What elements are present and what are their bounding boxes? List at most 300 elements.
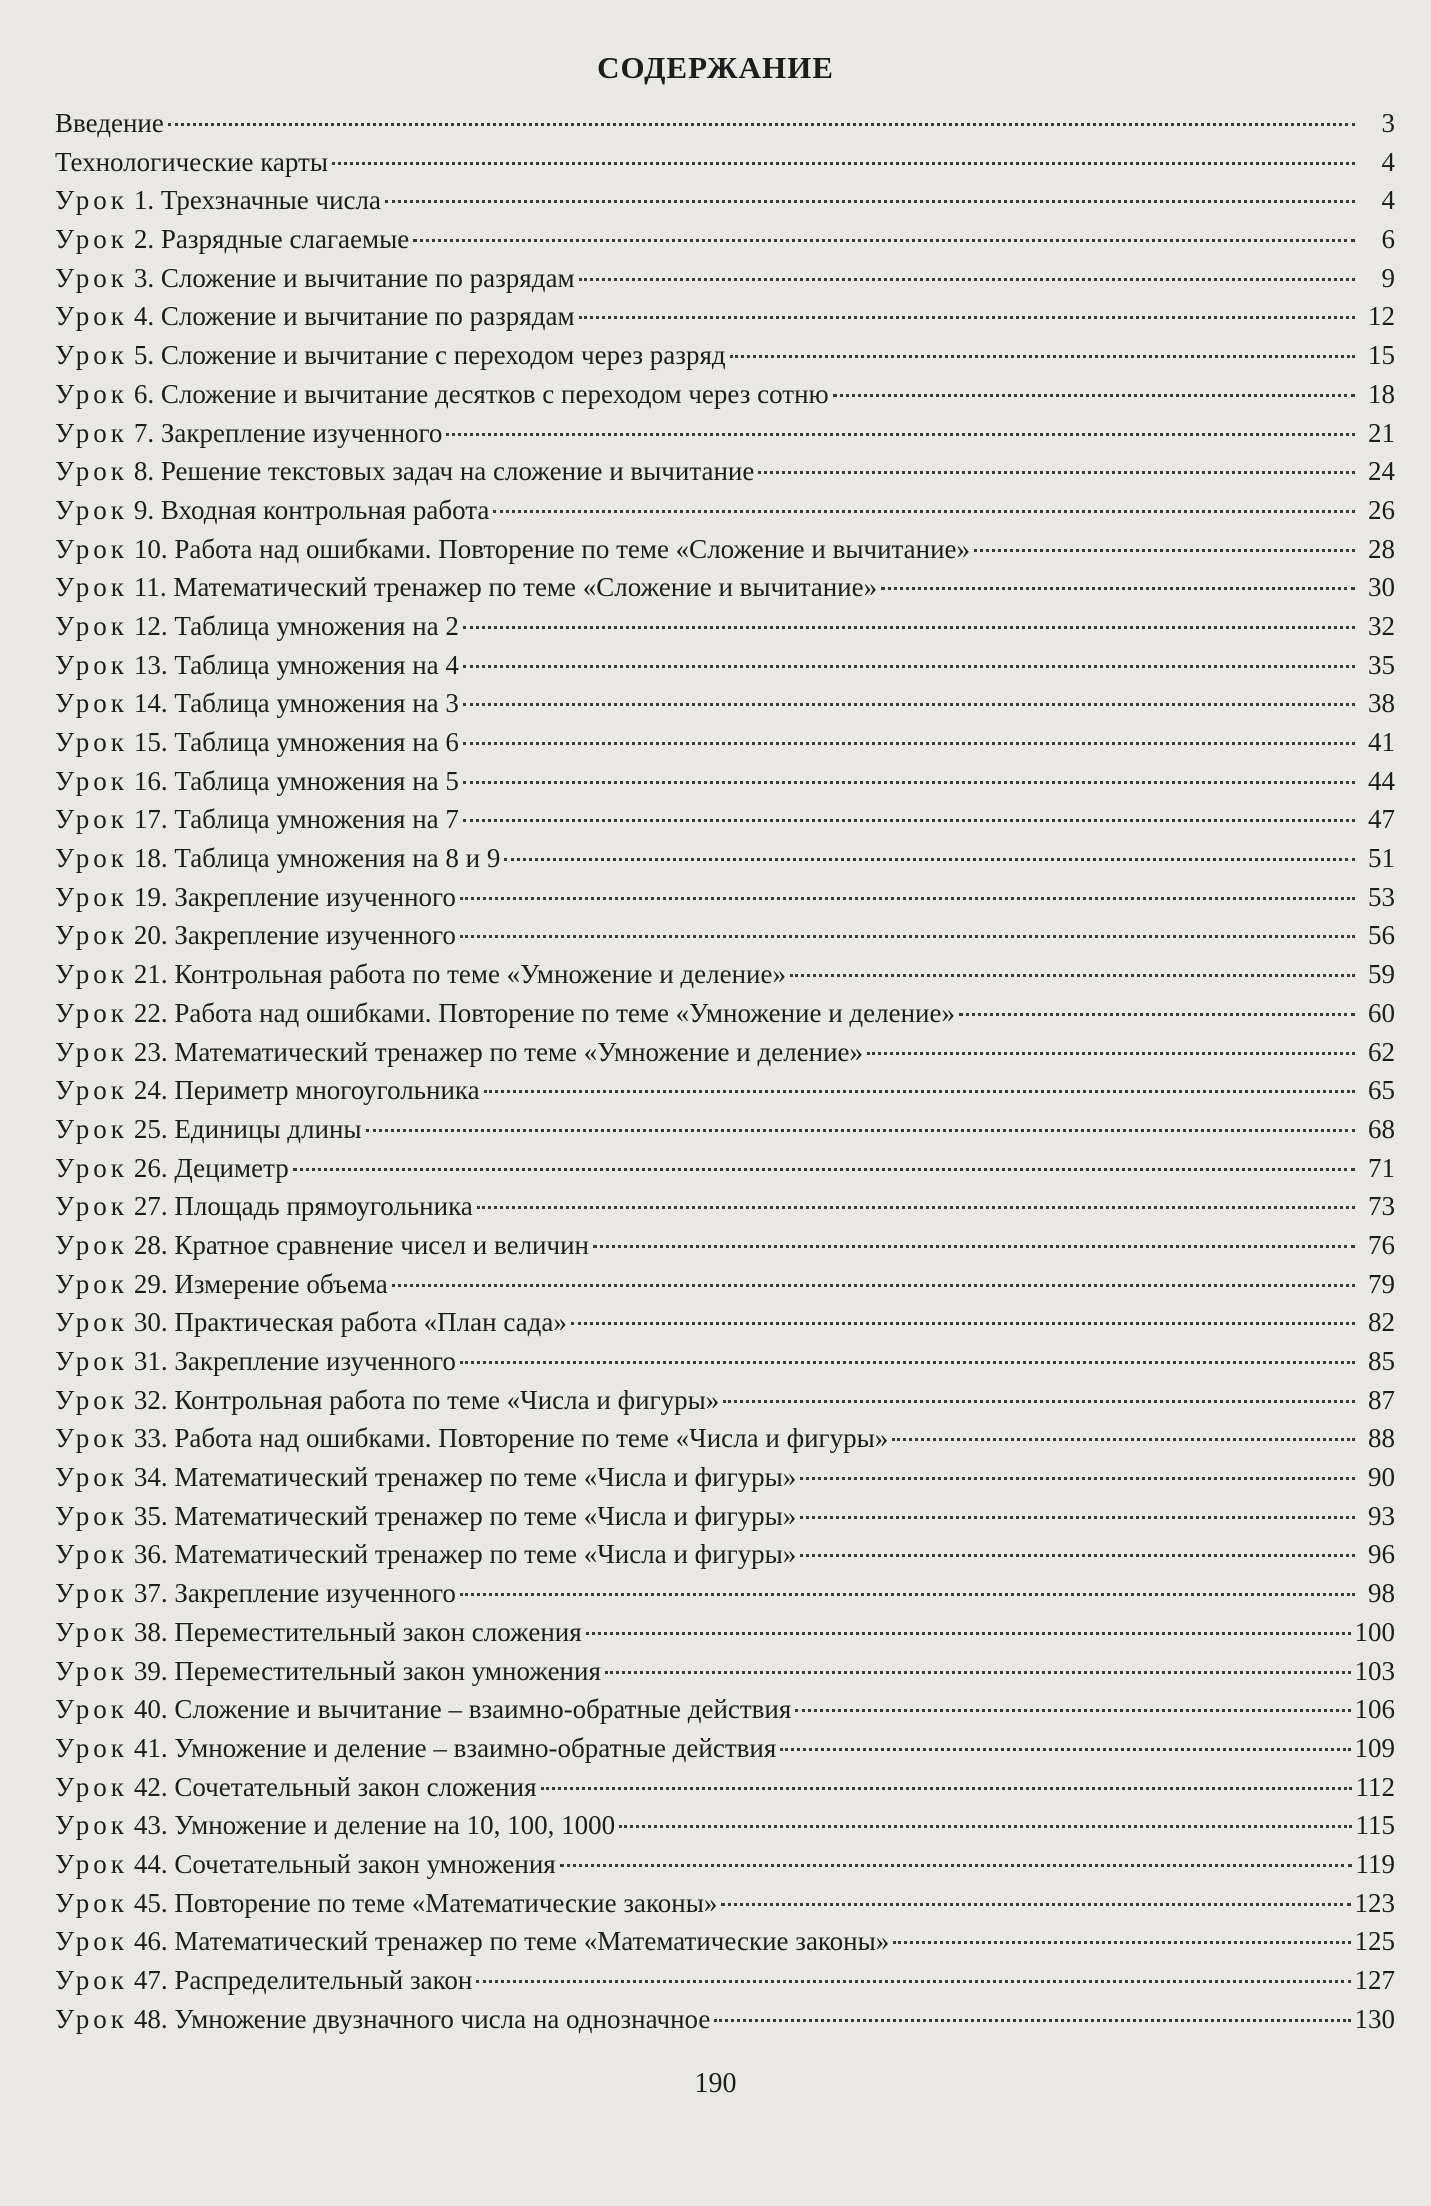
toc-entry (55, 878, 1395, 917)
toc-entry (55, 104, 1395, 143)
dot-leader (790, 974, 1355, 977)
toc-entry-text: 7. Закрепление изученного (133, 417, 443, 448)
dot-leader (795, 1709, 1350, 1712)
toc-entry-text: 14. Таблица умножения на 3 (133, 688, 459, 719)
toc-page-number: 96 (1368, 1539, 1395, 1570)
toc-entry (55, 1806, 1395, 1845)
toc-entry (55, 1033, 1395, 1072)
lesson-word: Урок (55, 494, 128, 525)
toc-entry-title (55, 1303, 567, 1342)
toc-entry-title (55, 955, 786, 994)
toc-entry-text: 47. Распределительный закон (133, 1965, 473, 1995)
toc-entry-text: 36. Математический тренажер по теме «Числа и фигуры» (133, 1539, 797, 1570)
toc-page-number: 26 (1368, 494, 1395, 525)
lesson-word: Урок (55, 1384, 128, 1415)
toc-page-number: 127 (1354, 1965, 1395, 1995)
toc-entry (55, 1110, 1395, 1149)
toc-page-number: 106 (1354, 1694, 1395, 1725)
lesson-word: Урок (55, 1152, 128, 1183)
toc-entry-title (55, 414, 442, 453)
dot-leader (385, 200, 1355, 203)
toc-entry-title (55, 1149, 289, 1188)
toc-entry (55, 800, 1395, 839)
toc-entry (55, 607, 1395, 646)
dot-leader (714, 2019, 1350, 2022)
toc-page-number: 130 (1354, 2003, 1395, 2034)
dot-leader (833, 394, 1355, 397)
toc-entry-title (55, 1381, 719, 1420)
toc-entry-text: 25. Единицы длины (133, 1113, 362, 1144)
toc-page-number: 88 (1368, 1423, 1395, 1454)
toc-entry (55, 220, 1395, 259)
toc-entry-text: 23. Математический тренажер по теме «Умножение и деление» (133, 1036, 864, 1067)
toc-entry (55, 839, 1395, 878)
lesson-word: Урок (55, 1307, 128, 1338)
toc-page-number: 47 (1368, 804, 1395, 835)
lesson-word: Урок (55, 262, 128, 293)
dot-leader (780, 1748, 1350, 1751)
lesson-word: Урок (55, 1655, 128, 1686)
toc-entry-title (55, 646, 459, 685)
toc-entry-title (55, 452, 754, 491)
toc-entry (55, 1613, 1395, 1652)
dot-leader (463, 819, 1355, 822)
dot-leader (463, 626, 1355, 629)
toc-page-number: 115 (1355, 1810, 1395, 1841)
toc-entry (55, 1845, 1395, 1884)
toc-page-number: 21 (1368, 417, 1395, 448)
toc-page-number: 85 (1368, 1346, 1395, 1376)
lesson-word: Урок (55, 1268, 128, 1299)
dot-leader (460, 897, 1355, 900)
toc-entry (55, 1342, 1395, 1381)
page-number: 190 (694, 2068, 737, 2099)
toc-entry-title (55, 104, 164, 143)
toc-entry-text: 45. Повторение по теме «Математические законы» (133, 1887, 718, 1918)
toc-entry-title (55, 1961, 472, 2000)
lesson-word: Урок (55, 1075, 128, 1106)
toc-entry-title (55, 259, 575, 298)
toc-entry-text: 21. Контрольная работа по теме «Умножение и деление» (133, 959, 786, 990)
toc-entry (55, 1884, 1395, 1923)
toc-entry-title (55, 220, 409, 259)
toc-entry-title (55, 1419, 888, 1458)
dot-leader (892, 1438, 1355, 1441)
dot-leader (460, 1593, 1355, 1596)
toc-entry-title (55, 994, 955, 1033)
toc-entry (55, 375, 1395, 414)
toc-page-number: 123 (1354, 1887, 1395, 1918)
dot-leader (392, 1284, 1355, 1287)
toc-entry (55, 723, 1395, 762)
lesson-word: Урок (55, 1462, 128, 1493)
lesson-word: Урок (55, 804, 128, 835)
toc-entry (55, 1497, 1395, 1536)
toc-entry-title (55, 1574, 456, 1613)
toc-entry-text: 44. Сочетательный закон умножения (133, 1848, 556, 1879)
dot-leader (463, 742, 1355, 745)
toc-entry-text: 37. Закрепление изученного (133, 1578, 456, 1609)
toc-entry (55, 2000, 1395, 2039)
dot-leader (484, 1090, 1355, 1093)
toc-entry-title (55, 800, 459, 839)
toc-entry-title (55, 530, 970, 569)
toc-entry-title (55, 2000, 710, 2039)
dot-leader (867, 1052, 1355, 1055)
toc-entry-title (55, 491, 489, 530)
lesson-word: Урок (55, 1771, 128, 1802)
dot-leader (579, 278, 1355, 281)
toc-page-number: 15 (1368, 340, 1395, 371)
toc-entry-title (55, 878, 456, 917)
toc-entry (55, 1961, 1395, 2000)
toc-entry (55, 1381, 1395, 1420)
toc-entry (55, 955, 1395, 994)
dot-leader (586, 1632, 1351, 1635)
lesson-word: Урок (55, 1113, 128, 1144)
toc-entry-title (55, 1226, 589, 1265)
toc-entry-title (55, 1187, 473, 1226)
lesson-word: Урок (55, 2003, 128, 2034)
toc-entry-text: 4. Сложение и вычитание по разрядам (133, 301, 575, 332)
toc-entry-title (55, 1110, 362, 1149)
lesson-word: Урок (55, 727, 128, 757)
lesson-word: Урок (55, 1229, 128, 1260)
toc-entry-text: 33. Работа над ошибками. Повторение по теме «Числа и фигуры» (133, 1423, 889, 1454)
dot-leader (800, 1516, 1355, 1519)
dot-leader (332, 162, 1355, 165)
lesson-word: Урок (55, 649, 128, 680)
toc-page-number: 18 (1368, 378, 1395, 409)
toc-entry (55, 646, 1395, 685)
toc-entry (55, 1922, 1395, 1961)
toc-entry-title (55, 181, 381, 220)
toc-page-number: 3 (1381, 108, 1395, 138)
toc-entry-text: 5. Сложение и вычитание с переходом через разряд (133, 340, 726, 371)
toc-entry (55, 1690, 1395, 1729)
toc-entry-title (55, 1033, 863, 1072)
toc-page-number: 56 (1368, 920, 1395, 951)
toc-entry (55, 994, 1395, 1033)
toc-page-number: 87 (1368, 1384, 1395, 1415)
toc-page-number: 41 (1368, 727, 1395, 757)
lesson-word: Урок (55, 1616, 128, 1647)
toc-page-number: 79 (1368, 1268, 1395, 1299)
toc-entry-title (55, 1265, 388, 1304)
toc-page-number: 6 (1381, 224, 1395, 255)
lesson-word: Урок (55, 456, 128, 487)
toc-page-number: 4 (1381, 185, 1395, 216)
lesson-word: Урок (55, 340, 128, 371)
dot-leader (460, 1361, 1355, 1364)
lesson-word: Урок (55, 378, 128, 409)
toc-entry-title (55, 1342, 456, 1381)
dot-leader (477, 1206, 1355, 1209)
toc-entry-text: 24. Периметр многоугольника (133, 1075, 480, 1106)
toc-entry (55, 1652, 1395, 1691)
toc-entry-text: 40. Сложение и вычитание – взаимно-обратные действия (133, 1694, 792, 1725)
toc-entry-text: 26. Дециметр (133, 1152, 289, 1183)
toc-entry-text: 43. Умножение и деление на 10, 100, 1000 (133, 1810, 616, 1841)
toc-page-number: 53 (1368, 881, 1395, 912)
dot-leader (619, 1825, 1351, 1828)
toc-entry-text: 17. Таблица умножения на 7 (133, 804, 459, 835)
toc-page-number: 100 (1354, 1616, 1395, 1647)
toc-entry-text: 20. Закрепление изученного (133, 920, 456, 951)
toc-entry (55, 1535, 1395, 1574)
toc-entry (55, 1265, 1395, 1304)
toc-page-number: 73 (1368, 1191, 1395, 1222)
toc-entry-title (55, 916, 456, 955)
lesson-word: Урок (55, 1423, 128, 1454)
toc-entry-text: 29. Измерение объема (133, 1268, 388, 1299)
dot-leader (463, 703, 1355, 706)
toc-entry-text: 8. Решение текстовых задач на сложение и вычитание (133, 456, 755, 487)
toc-page-number: 82 (1368, 1307, 1395, 1338)
toc-entry (55, 336, 1395, 375)
toc-entry-title (55, 1884, 717, 1923)
toc-entry (55, 568, 1395, 607)
toc-entry-title (55, 336, 726, 375)
toc-entry-text: 13. Таблица умножения на 4 (133, 649, 459, 680)
toc-entry (55, 1458, 1395, 1497)
toc-entry-title (55, 375, 829, 414)
lesson-word: Урок (55, 688, 128, 719)
dot-leader (293, 1168, 1355, 1171)
toc-entry (55, 491, 1395, 530)
toc-entry-title (55, 1690, 791, 1729)
toc-entry-title (55, 1071, 480, 1110)
lesson-word: Урок (55, 610, 128, 641)
toc-page-number: 12 (1368, 301, 1395, 332)
dot-leader (460, 935, 1355, 938)
dot-leader (366, 1129, 1355, 1132)
toc-entry-title (55, 1768, 537, 1807)
lesson-word: Урок (55, 843, 128, 874)
lesson-word: Урок (55, 533, 128, 564)
lesson-word: Урок (55, 1539, 128, 1570)
lesson-word: Урок (55, 1926, 128, 1957)
dot-leader (730, 355, 1355, 358)
toc-entry-text: 38. Переместительный закон сложения (133, 1616, 582, 1647)
lesson-word: Урок (55, 1732, 128, 1763)
toc-page-number: 9 (1381, 262, 1395, 293)
toc-entry-title (55, 1497, 796, 1536)
table-of-contents (55, 104, 1395, 2038)
toc-page-number: 93 (1368, 1500, 1395, 1531)
toc-page-number: 35 (1368, 649, 1395, 680)
dot-leader (800, 1554, 1355, 1557)
toc-page-number: 24 (1368, 456, 1395, 487)
toc-entry (55, 684, 1395, 723)
toc-entry-title (55, 1535, 796, 1574)
toc-entry-text: 16. Таблица умножения на 5 (133, 765, 459, 796)
toc-entry (55, 143, 1395, 182)
toc-entry (55, 762, 1395, 801)
toc-entry (55, 1149, 1395, 1188)
dot-leader (504, 858, 1355, 861)
dot-leader (168, 123, 1355, 126)
lesson-word: Урок (55, 1578, 128, 1609)
toc-entry-title (55, 297, 575, 336)
toc-entry-text: 31. Закрепление изученного (133, 1346, 456, 1376)
toc-page-number: 76 (1368, 1229, 1395, 1260)
toc-entry-text: 18. Таблица умножения на 8 и 9 (133, 843, 501, 874)
page-title: СОДЕРЖАНИЕ (597, 50, 834, 85)
toc-entry-text: Введение (55, 108, 164, 138)
toc-entry (55, 1226, 1395, 1265)
toc-page-number: 112 (1355, 1771, 1395, 1802)
toc-entry-title (55, 1458, 796, 1497)
toc-entry-title (55, 762, 459, 801)
lesson-word: Урок (55, 1191, 128, 1222)
lesson-word: Урок (55, 959, 128, 990)
toc-entry-text: 22. Работа над ошибками. Повторение по теме «Умножение и деление» (133, 997, 955, 1028)
toc-entry-title (55, 1652, 601, 1691)
toc-page-number: 4 (1381, 146, 1395, 177)
dot-leader (541, 1787, 1352, 1790)
dot-leader (413, 239, 1355, 242)
lesson-word: Урок (55, 881, 128, 912)
toc-page-number: 38 (1368, 688, 1395, 719)
toc-entry-text: 27. Площадь прямоугольника (133, 1191, 473, 1222)
toc-entry-text: 30. Практическая работа «План сада» (133, 1307, 567, 1338)
lesson-word: Урок (55, 1036, 128, 1067)
lesson-word: Урок (55, 185, 128, 216)
dot-leader (571, 1322, 1355, 1325)
dot-leader (881, 587, 1355, 590)
dot-leader (723, 1400, 1355, 1403)
lesson-word: Урок (55, 1965, 128, 1995)
toc-entry-text: 34. Математический тренажер по теме «Числа и фигуры» (133, 1462, 797, 1493)
toc-entry-text: 48. Умножение двузначного числа на однозначное (133, 2003, 711, 2034)
dot-leader (893, 1941, 1350, 1944)
toc-entry (55, 530, 1395, 569)
toc-page-number: 44 (1368, 765, 1395, 796)
toc-entry (55, 1729, 1395, 1768)
toc-entry-text: 42. Сочетательный закон сложения (133, 1771, 537, 1802)
toc-entry-text: 39. Переместительный закон умножения (133, 1655, 601, 1686)
toc-page-number: 103 (1354, 1655, 1395, 1686)
dot-leader (721, 1903, 1350, 1906)
toc-entry (55, 1071, 1395, 1110)
dot-leader (579, 316, 1355, 319)
dot-leader (800, 1477, 1355, 1480)
dot-leader (593, 1245, 1355, 1248)
toc-page-number: 90 (1368, 1462, 1395, 1493)
lesson-word: Урок (55, 572, 128, 603)
toc-entry-title (55, 684, 459, 723)
toc-entry (55, 259, 1395, 298)
dot-leader (446, 433, 1355, 436)
dot-leader (605, 1671, 1351, 1674)
lesson-word: Урок (55, 1887, 128, 1918)
toc-page-number: 60 (1368, 997, 1395, 1028)
dot-leader (560, 1864, 1352, 1867)
toc-entry (55, 1574, 1395, 1613)
toc-entry-title (55, 1806, 615, 1845)
dot-leader (974, 549, 1355, 552)
toc-page-number: 28 (1368, 533, 1395, 564)
toc-entry (55, 1419, 1395, 1458)
dot-leader (493, 510, 1355, 513)
toc-entry (55, 1768, 1395, 1807)
toc-page-number: 125 (1354, 1926, 1395, 1957)
toc-page-number: 51 (1368, 843, 1395, 874)
dot-leader (463, 665, 1355, 668)
toc-entry-text: 28. Кратное сравнение чисел и величин (133, 1229, 589, 1260)
toc-entry-title (55, 723, 459, 762)
toc-entry-text: 3. Сложение и вычитание по разрядам (133, 262, 575, 293)
toc-entry (55, 1187, 1395, 1226)
toc-entry-text: 15. Таблица умножения на 6 (133, 727, 459, 757)
toc-entry-text: 1. Трехзначные числа (133, 185, 382, 216)
lesson-word: Урок (55, 301, 128, 332)
toc-entry-title (55, 1729, 776, 1768)
toc-entry-text: 35. Математический тренажер по теме «Числа и фигуры» (133, 1500, 797, 1531)
lesson-word: Урок (55, 1346, 128, 1376)
toc-entry-text: 9. Входная контрольная работа (133, 494, 490, 525)
dot-leader (476, 1980, 1350, 1983)
toc-entry-text: 41. Умножение и деление – взаимно-обратные действия (133, 1732, 777, 1763)
toc-page-number: 59 (1368, 959, 1395, 990)
lesson-word: Урок (55, 920, 128, 951)
toc-entry-text: 12. Таблица умножения на 2 (133, 610, 459, 641)
toc-entry-title (55, 568, 877, 607)
lesson-word: Урок (55, 1500, 128, 1531)
lesson-word: Урок (55, 1694, 128, 1725)
toc-page-number: 32 (1368, 610, 1395, 641)
toc-page-number: 62 (1368, 1036, 1395, 1067)
toc-entry (55, 1303, 1395, 1342)
toc-entry-title (55, 1922, 889, 1961)
lesson-word: Урок (55, 997, 128, 1028)
toc-entry-title (55, 839, 500, 878)
toc-entry-title (55, 1845, 556, 1884)
toc-entry (55, 452, 1395, 491)
toc-entry (55, 414, 1395, 453)
toc-entry-title (55, 1613, 582, 1652)
lesson-word: Урок (55, 1810, 128, 1841)
toc-page-number: 65 (1368, 1075, 1395, 1106)
toc-entry-title (55, 143, 328, 182)
toc-page-number: 71 (1368, 1152, 1395, 1183)
dot-leader (959, 1013, 1355, 1016)
lesson-word: Урок (55, 417, 128, 448)
toc-entry-text: 10. Работа над ошибками. Повторение по теме «Сложение и вычитание» (133, 533, 971, 564)
toc-entry (55, 916, 1395, 955)
toc-entry-text: 32. Контрольная работа по теме «Числа и фигуры» (133, 1384, 720, 1415)
toc-page-number: 30 (1368, 572, 1395, 603)
dot-leader (463, 781, 1355, 784)
toc-entry (55, 297, 1395, 336)
toc-entry-text: 19. Закрепление изученного (133, 881, 456, 912)
toc-page-number: 119 (1355, 1848, 1395, 1879)
toc-entry-text: 2. Разрядные слагаемые (133, 224, 410, 255)
lesson-word: Урок (55, 224, 128, 255)
toc-entry-text: 46. Математический тренажер по теме «Математические законы» (133, 1926, 890, 1957)
lesson-word: Урок (55, 1848, 128, 1879)
toc-page-number: 109 (1354, 1732, 1395, 1763)
toc-entry-text: Технологические карты (55, 146, 328, 177)
lesson-word: Урок (55, 765, 128, 796)
toc-page-number: 98 (1368, 1578, 1395, 1609)
toc-page-number: 68 (1368, 1113, 1395, 1144)
toc-entry-text: 6. Сложение и вычитание десятков с переходом через сотню (133, 378, 829, 409)
toc-entry (55, 181, 1395, 220)
toc-entry-title (55, 607, 459, 646)
dot-leader (758, 471, 1355, 474)
